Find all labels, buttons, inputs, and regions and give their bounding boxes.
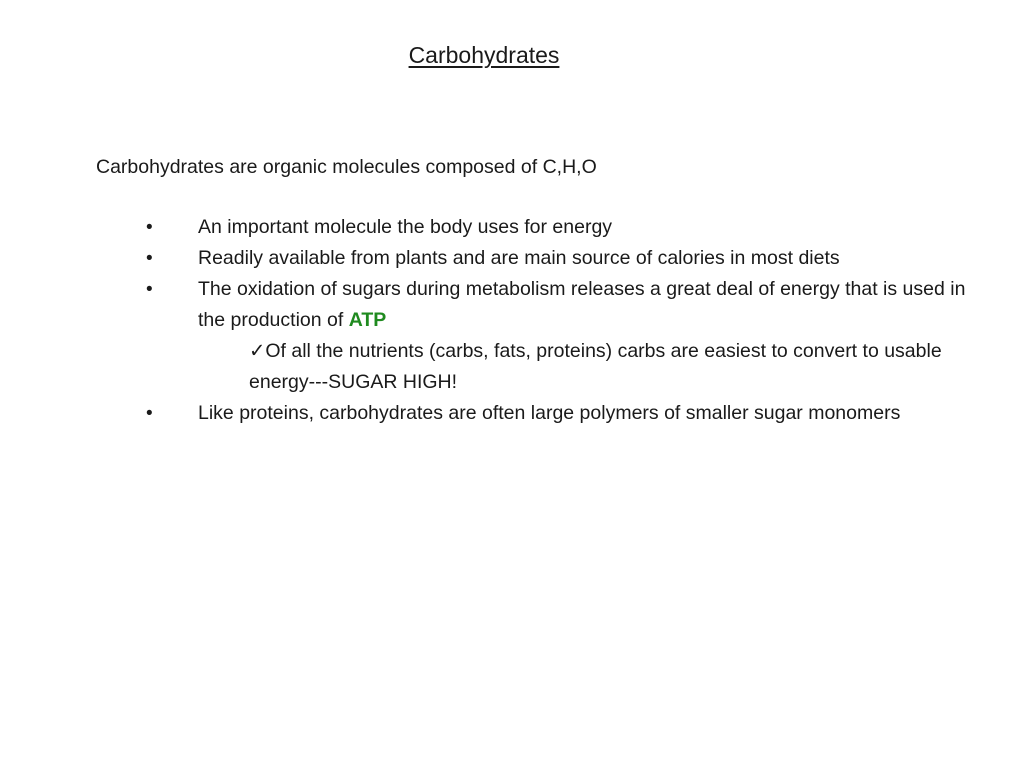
bullet-marker: • [146, 248, 153, 269]
bullet-marker: • [146, 403, 153, 424]
checkmark-icon: ✓ [249, 340, 266, 362]
bullet-oxidation-text: The oxidation of sugars during metabolism releases a great deal of energy that is used in the production of [198, 278, 966, 331]
bullet-polymers: Like proteins, carbohydrates are often large polymers of smaller sugar monomers [198, 402, 901, 424]
bullet-oxidation [198, 274, 988, 336]
sub-bullet-text: Of all the nutrients (carbs, fats, proteins) carbs are easiest to convert to usable energy---SUGAR HIGH! [249, 340, 942, 393]
intro-line: Carbohydrates are organic molecules composed of C,H,O [96, 156, 597, 178]
sub-bullet-nutrients [249, 336, 1009, 398]
bullet-marker: • [146, 279, 153, 300]
bullet-plants: Readily available from plants and are main source of calories in most diets [198, 247, 840, 269]
bullet-marker: • [146, 217, 153, 238]
slide-title: Carbohydrates [408, 42, 560, 68]
bullet-energy: An important molecule the body uses for energy [198, 216, 613, 238]
atp-highlight: ATP [348, 309, 387, 331]
